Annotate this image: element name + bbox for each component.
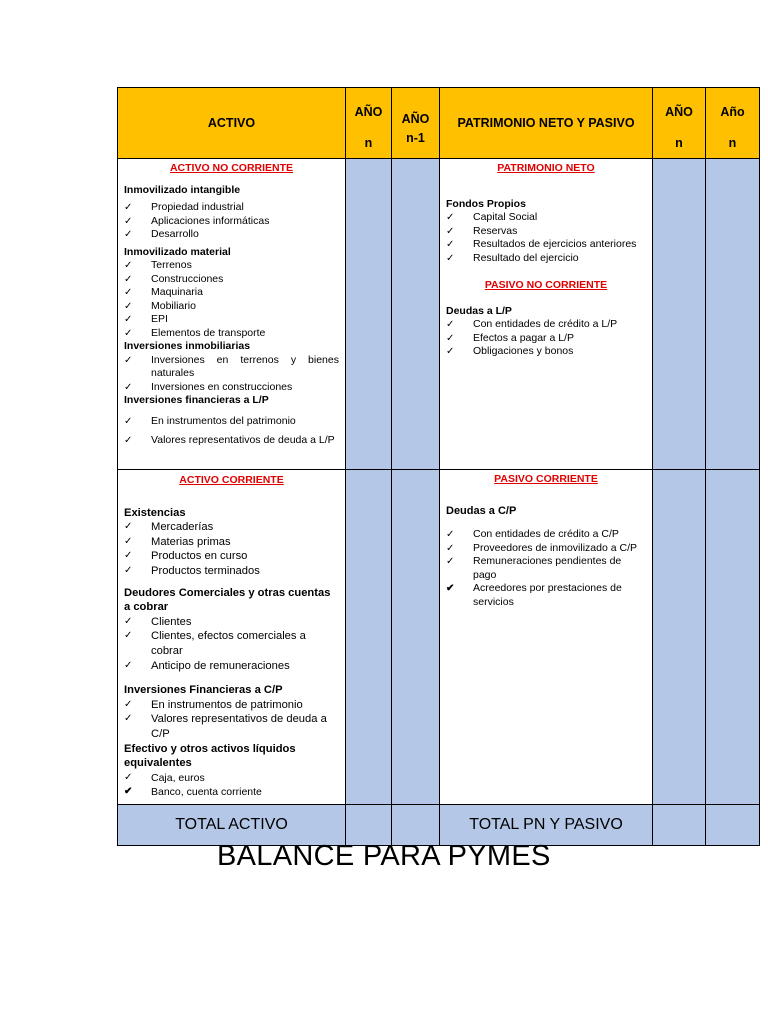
list-item: ✓ Mobiliario [124, 299, 196, 312]
list-item: ✓ Materias primas [124, 535, 231, 548]
section-title-activo-no-corriente: ACTIVO NO CORRIENTE [169, 162, 294, 174]
value-cell [706, 159, 760, 470]
header-ano-n1 [392, 88, 440, 159]
header-ano-3 [706, 88, 760, 159]
list-item: ✓ Propiedad industrial [124, 201, 244, 213]
header-ano-2-top: AÑO [665, 105, 693, 119]
header-activo: ACTIVO [118, 88, 346, 159]
list-item: ✓ Productos en curso [124, 550, 248, 563]
list-item: ✓ Mercaderías [124, 521, 214, 534]
list-efectivo [124, 771, 339, 800]
check-icon: ✓ [124, 521, 133, 533]
check-icon: ✔ [446, 583, 455, 594]
header-ano-n1-bottom: n-1 [406, 131, 425, 145]
list-item: ✓ Obligaciones y bonos [446, 345, 574, 357]
list-existencias [124, 520, 339, 578]
check-icon: ✓ [446, 252, 455, 264]
list-item: ✓ Maquinaria [124, 286, 203, 298]
check-icon: ✓ [446, 225, 455, 237]
section-title-pasivo-corriente: PASIVO CORRIENTE [494, 473, 598, 485]
check-icon: ✓ [124, 564, 133, 576]
list-item: ✓ Reservas [446, 224, 518, 237]
value-cell [653, 159, 706, 470]
section-title-pasivo-no-corriente: PASIVO NO CORRIENTE [484, 279, 608, 291]
check-icon: ✓ [124, 435, 133, 446]
activo-no-corriente-cell [118, 159, 346, 470]
section-title-patrimonio-neto: PATRIMONIO NETO [497, 162, 595, 174]
subheading-deudores: Deudores Comerciales y otras cuentas a cobrar [124, 586, 331, 614]
check-icon: ✓ [124, 535, 133, 547]
subheading-inmovilizado-material: Inmovilizado material [124, 245, 231, 258]
header-ano-n1-top: AÑO [401, 112, 430, 126]
non-current-row [118, 159, 760, 470]
list-item: ✓ Caja, euros [124, 771, 205, 784]
list-item: ✔ Acreedores por prestaciones de servicios [446, 582, 622, 608]
patrimonio-neto-cell [440, 159, 653, 470]
subheading-deudas-cp: Deudas a C/P [446, 504, 517, 517]
total-activo: TOTAL ACTIVO [118, 804, 346, 845]
value-cell [346, 159, 392, 470]
list-item: ✓ Capital Social [446, 211, 538, 223]
pasivo-corriente-cell [440, 470, 653, 805]
check-icon: ✓ [124, 215, 133, 227]
list-item: ✓ Aplicaciones informáticas [124, 214, 270, 227]
header-row [118, 88, 760, 159]
list-item: ✓ Efectos a pagar a L/P [446, 331, 574, 344]
list-item: ✔ Banco, cuenta corriente [124, 786, 262, 799]
header-ano-3-bottom: n [728, 136, 737, 150]
check-icon: ✓ [124, 229, 133, 240]
check-icon: ✓ [446, 556, 455, 567]
check-icon: ✓ [124, 659, 133, 671]
header-ano-n-bottom: n [364, 136, 373, 150]
list-item: ✓ Inversiones en terrenos y bienes naturales [124, 353, 339, 379]
check-icon: ✓ [124, 327, 133, 339]
check-icon: ✓ [446, 319, 455, 330]
check-icon: ✓ [446, 212, 455, 223]
current-row [118, 470, 760, 805]
check-icon: ✓ [446, 529, 455, 540]
check-icon: ✓ [124, 415, 133, 427]
check-icon: ✓ [124, 202, 133, 213]
list-fondos-propios [446, 211, 646, 265]
check-icon: ✓ [446, 239, 455, 250]
check-icon: ✓ [124, 550, 133, 562]
check-icon: ✓ [124, 713, 133, 725]
check-icon: ✓ [446, 332, 455, 344]
list-inmobiliarias [124, 354, 339, 395]
subheading-deudas-lp: Deudas a L/P [446, 304, 512, 317]
check-icon: ✓ [124, 771, 133, 783]
list-item: ✓ Proveedores de inmovilizado a C/P [446, 541, 638, 554]
list-item: ✓ Clientes, efectos comerciales a cobrar [124, 630, 306, 657]
check-icon: ✓ [124, 381, 133, 393]
header-ano-2-bottom: n [675, 136, 683, 150]
list-deudores [124, 615, 339, 673]
value-cell [706, 470, 760, 805]
list-item: ✓ Anticipo de remuneraciones [124, 659, 290, 672]
page-title: BALANCE PARA PYMES [217, 840, 551, 872]
total-value-cell [706, 804, 760, 845]
subheading-existencias: Existencias [124, 506, 186, 519]
list-item: ✓ Valores representativos de deuda a L/P [124, 434, 335, 446]
check-icon: ✓ [124, 287, 133, 298]
list-item: ✓ Resultados de ejercicios anteriores [446, 238, 637, 250]
list-item: ✓ Productos terminados [124, 564, 260, 577]
subheading-inversiones-financieras-cp: Inversiones Financieras a C/P [124, 684, 283, 697]
list-item: ✓ Con entidades de crédito a C/P [446, 528, 619, 540]
list-financieras-cp [124, 698, 339, 742]
header-ano-3-top: Año [720, 105, 745, 119]
total-pn-pasivo: TOTAL PN Y PASIVO [440, 804, 653, 845]
total-value-cell [653, 804, 706, 845]
subheading-fondos-propios: Fondos Propios [446, 197, 526, 210]
value-cell [653, 470, 706, 805]
value-cell [392, 159, 440, 470]
list-item: ✓ Con entidades de crédito a L/P [446, 318, 618, 330]
list-item: ✓ EPI [124, 313, 168, 325]
subheading-inversiones-inmobiliarias: Inversiones inmobiliarias [124, 340, 251, 352]
check-icon: ✓ [124, 273, 133, 285]
check-icon: ✓ [124, 615, 133, 627]
list-item: ✓ Desarrollo [124, 228, 199, 240]
list-item: ✓ Elementos de transporte [124, 326, 266, 339]
check-icon: ✓ [124, 354, 133, 366]
header-ano-n-top: AÑO [354, 105, 383, 119]
check-icon: ✓ [124, 300, 133, 312]
check-icon: ✓ [124, 260, 133, 271]
header-patrimonio-pasivo: PATRIMONIO NETO Y PASIVO [440, 88, 653, 159]
activo-corriente-cell [118, 470, 346, 805]
list-financieras-lp [124, 415, 339, 448]
list-item: ✓ Inversiones en construcciones [124, 380, 293, 393]
header-ano-2 [653, 88, 706, 159]
section-title-activo-corriente: ACTIVO CORRIENTE [179, 474, 284, 486]
list-item: ✓ Resultado del ejercicio [446, 251, 579, 264]
check-icon: ✓ [446, 346, 455, 357]
list-item: ✓ Valores representativos de deuda a C/P [124, 713, 327, 740]
list-item: ✓ En instrumentos de patrimonio [124, 698, 303, 711]
subheading-efectivo: Efectivo y otros activos líquidos equivalentes [124, 742, 296, 770]
list-deudas-lp [446, 318, 646, 359]
list-deudas-cp [446, 528, 646, 609]
value-cell [392, 470, 440, 805]
list-item: ✓ En instrumentos del patrimonio [124, 414, 296, 427]
header-ano-n [346, 88, 392, 159]
check-icon: ✓ [124, 698, 133, 710]
list-item: ✓ Remuneraciones pendientes de pago [446, 555, 622, 581]
check-icon: ✔ [124, 786, 133, 798]
balance-table [117, 87, 760, 846]
list-item: ✓ Clientes [124, 615, 192, 628]
check-icon: ✓ [124, 630, 133, 642]
check-icon: ✓ [446, 542, 455, 554]
list-item: ✓ Terrenos [124, 259, 192, 271]
check-icon: ✓ [124, 314, 133, 325]
value-cell [346, 470, 392, 805]
subheading-inversiones-financieras-lp: Inversiones financieras a L/P [124, 394, 269, 406]
list-material [124, 259, 339, 340]
list-intangible [124, 201, 339, 242]
subheading-inmovilizado-intangible: Inmovilizado intangible [124, 183, 241, 196]
list-item: ✓ Construcciones [124, 272, 224, 285]
